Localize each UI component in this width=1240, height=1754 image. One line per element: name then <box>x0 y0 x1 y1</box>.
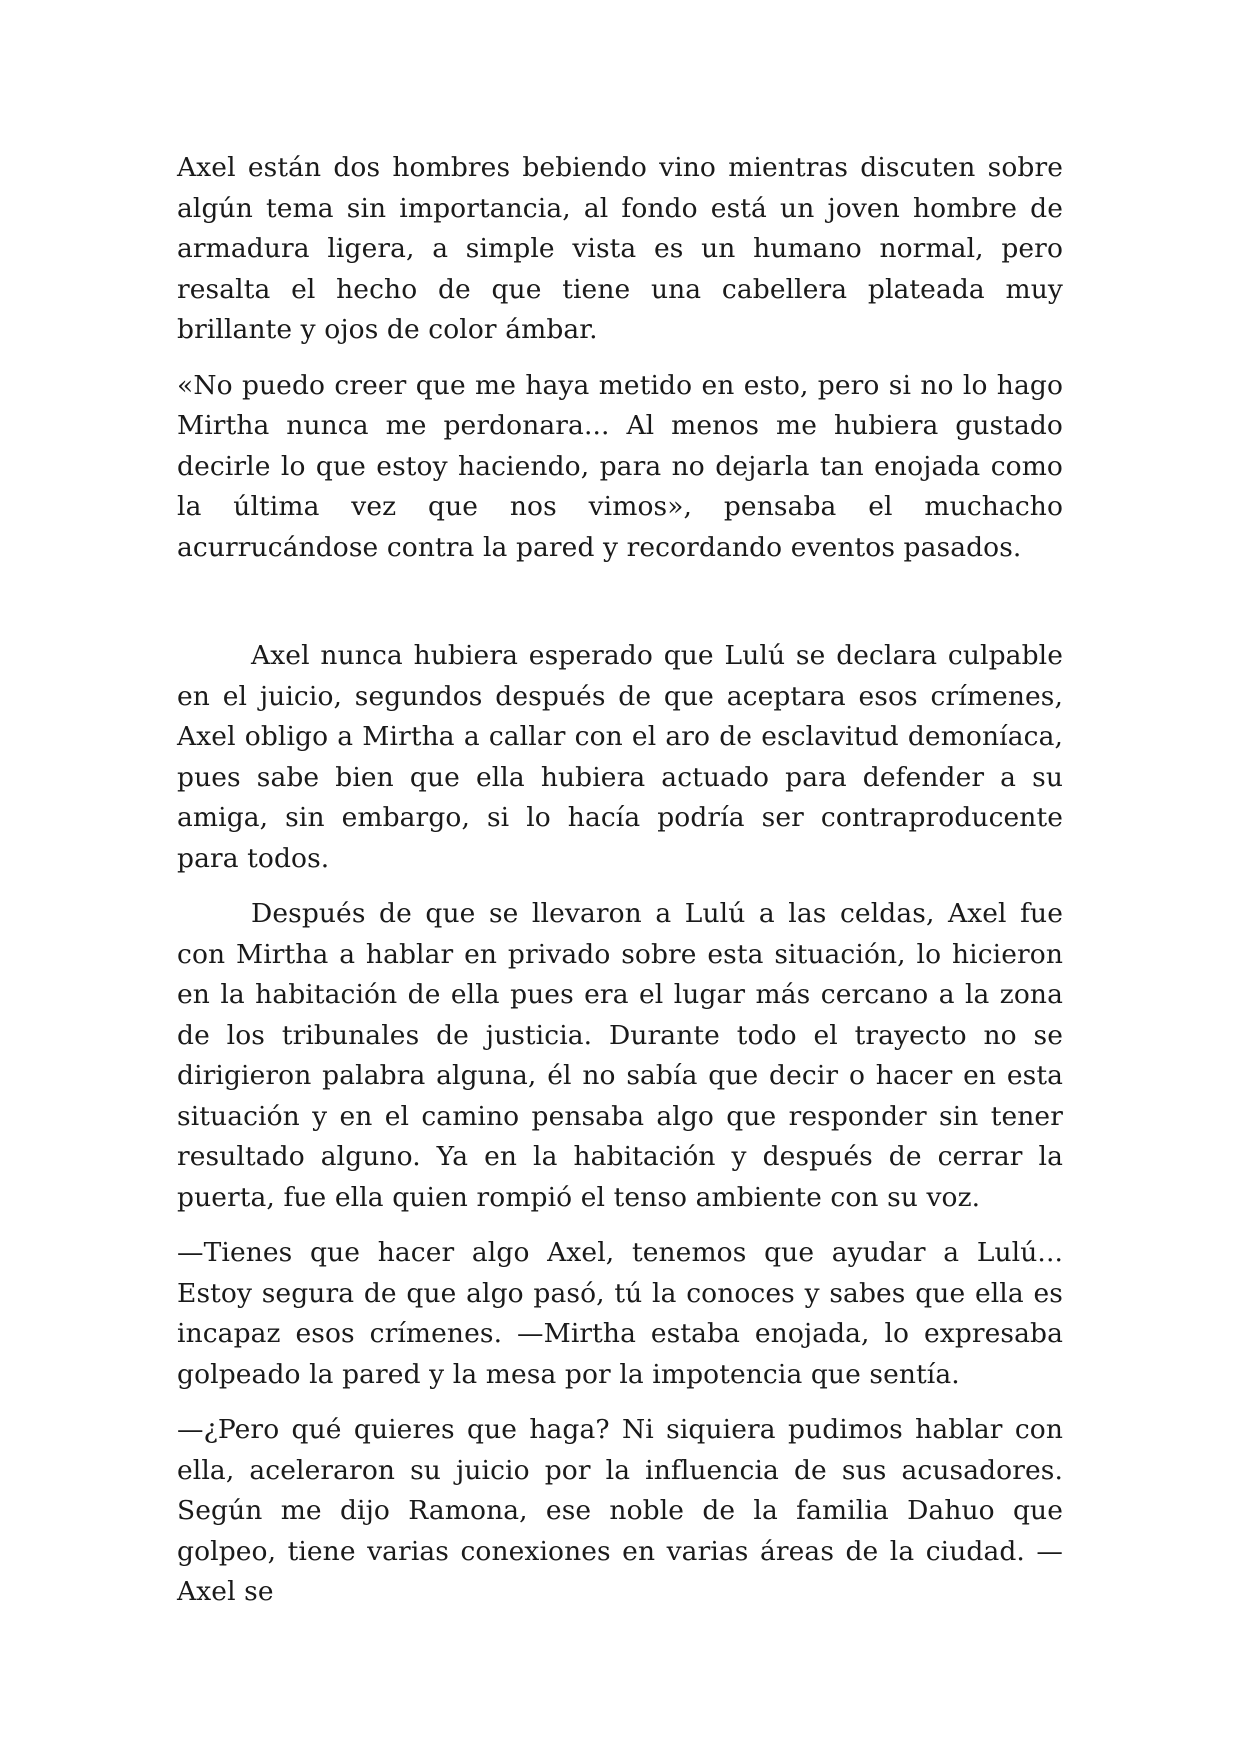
paragraph-2: «No puedo creer que me haya metido en esto, pero si no lo hago Mirtha nunca me perdonara... Al menos me hubiera gustado decirle lo que estoy haciendo, para no dejarla tan enojada como la última vez que nos vimos», pensaba el muchacho acurrucándose contra la pared y recordando eventos pasados. <box>177 369 1063 563</box>
paragraph-6: —¿Pero qué quieres que haga? Ni siquiera pudimos hablar con ella, aceleraron su juicio por la influencia de sus acusadores. Según me dijo Ramona, ese noble de la familia Dahuo que golpeo, tiene varias conexiones en varias áreas de la ciudad. —Axel se <box>177 1414 1063 1607</box>
paragraph-4: Después de que se llevaron a Lulú a las celdas, Axel fue con Mirtha a hablar en privado sobre esta situación, lo hicieron en la habitación de ella pues era el lugar más cercano a la zona de los tribunales de justicia. Durante todo el trayecto no se dirigieron palabra alguna, él no sabía que decir o hacer en esta situación y en el camino pensaba algo que responder sin tener resultado alguno. Ya en la habitación y después de cerrar la puerta, fue ella quien rompió el tenso ambiente con su voz. <box>177 898 1063 1213</box>
scene-break <box>177 583 1063 636</box>
paragraph-3: Axel nunca hubiera esperado que Lulú se declara culpable en el juicio, segundos después de que aceptara esos crímenes, Axel obligo a Mirtha a callar con el aro de esclavitud demoníaca, pues sabe bien que ella hubiera actuado para defender a su amiga, sin embargo, si lo hacía podría ser contraproducente para todos. <box>177 640 1063 874</box>
page-body-text <box>177 148 1063 1628</box>
paragraph-1: Axel están dos hombres bebiendo vino mientras discuten sobre algún tema sin importancia, al fondo está un joven hombre de armadura ligera, a simple vista es un humano normal, pero resalta el hecho de que tiene una cabellera plateada muy brillante y ojos de color ámbar. <box>177 152 1063 345</box>
paragraph-5: —Tienes que hacer algo Axel, tenemos que ayudar a Lulú... Estoy segura de que algo pasó, tú la conoces y sabes que ella es incapaz esos crímenes. —Mirtha estaba enojada, lo expresaba golpeado la pared y la mesa por la impotencia que sentía. <box>177 1237 1063 1390</box>
